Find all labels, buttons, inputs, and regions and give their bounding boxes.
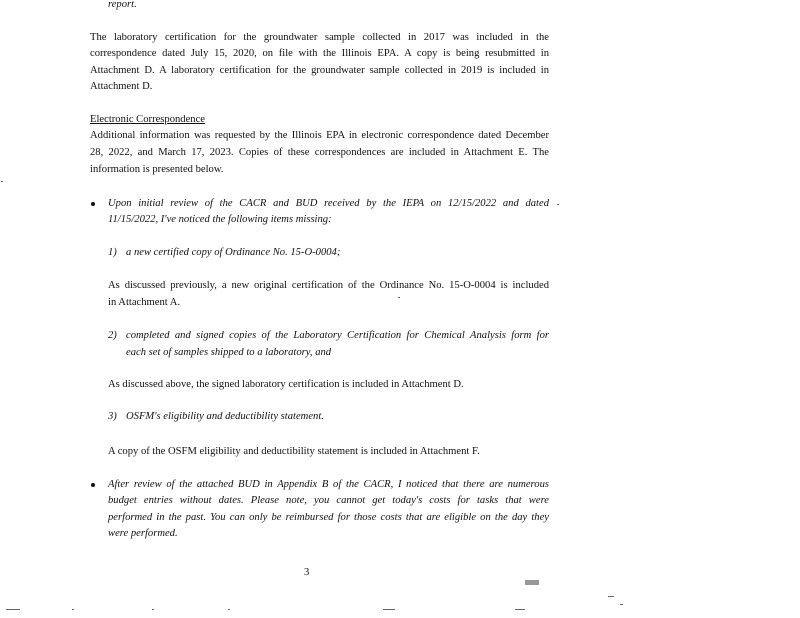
scan-artifact [152, 609, 154, 610]
numbered-item-text: each set of samples shipped to a laboratory, and [126, 347, 332, 358]
scan-artifact [228, 609, 230, 610]
scan-artifact [1, 181, 3, 182]
response-line: A copy of the OSFM eligibility and deductibility statement is included in Attachment F. [108, 446, 480, 457]
bullet-line: performed in the past. You can only be reimbursed for those costs that are eligible on the day they [108, 512, 549, 523]
bullet-line: Upon initial review of the CACR and BUD received by the IEPA on 12/15/2022 and dated [108, 198, 549, 209]
numbered-item-marker: 2) [108, 330, 117, 341]
bullet-marker [91, 483, 95, 487]
response-line: As discussed previously, a new original certification of the Ordinance No. 15-O-0004 is included [108, 280, 549, 291]
numbered-item-marker: 3) [108, 411, 117, 422]
scan-artifact [525, 580, 539, 585]
paragraph-line: Attachment D. A laboratory certification for the groundwater sample collected in 2019 is included in [90, 65, 549, 76]
scan-artifact [6, 609, 20, 610]
scan-artifact [608, 596, 614, 597]
page-number: 3 [304, 567, 310, 578]
scan-artifact [72, 609, 74, 610]
section-heading: Electronic Correspondence [90, 114, 206, 125]
scan-artifact [398, 297, 400, 298]
paragraph-line: 28, 2022, and March 17, 2023. Copies of these correspondences are included in Attachment E. The [90, 147, 549, 158]
bullet-line: After review of the attached BUD in Appendix B of the CACR, I noticed that there are numerous [108, 479, 549, 490]
numbered-item-text: OSFM's eligibility and deductibility statement. [126, 411, 324, 422]
paragraph-line: The laboratory certification for the groundwater sample collected in 2017 was included in the [90, 32, 549, 43]
paragraph-line: Additional information was requested by the Illinois EPA in electronic correspondence dated December [90, 130, 549, 141]
response-line: in Attachment A. [108, 297, 181, 308]
bullet-line: budget entries without dates. Please note, you cannot get today's costs for tasks that were [108, 495, 549, 506]
bullet-line: were performed. [108, 528, 178, 539]
paragraph-line: correspondence dated July 15, 2020, on file with the Illinois EPA. A copy is being resubmitted in [90, 48, 549, 59]
scan-artifact [620, 604, 623, 605]
bullet-marker [91, 202, 95, 206]
response-line: As discussed above, the signed laboratory certification is included in Attachment D. [108, 379, 464, 390]
scan-artifact [557, 204, 559, 205]
numbered-item-text: completed and signed copies of the Laboratory Certification for Chemical Analysis form for [126, 330, 549, 341]
scan-artifact [515, 609, 525, 610]
scan-artifact [383, 609, 395, 610]
numbered-item-text: a new certified copy of Ordinance No. 15-O-0004; [126, 247, 341, 258]
paragraph-line: Attachment D. [90, 81, 153, 92]
top-fragment: report. [108, 0, 137, 10]
numbered-item-marker: 1) [108, 247, 117, 258]
paragraph-line: information is presented below. [90, 164, 224, 175]
bullet-line: 11/15/2022, I've noticed the following items missing: [108, 214, 332, 225]
